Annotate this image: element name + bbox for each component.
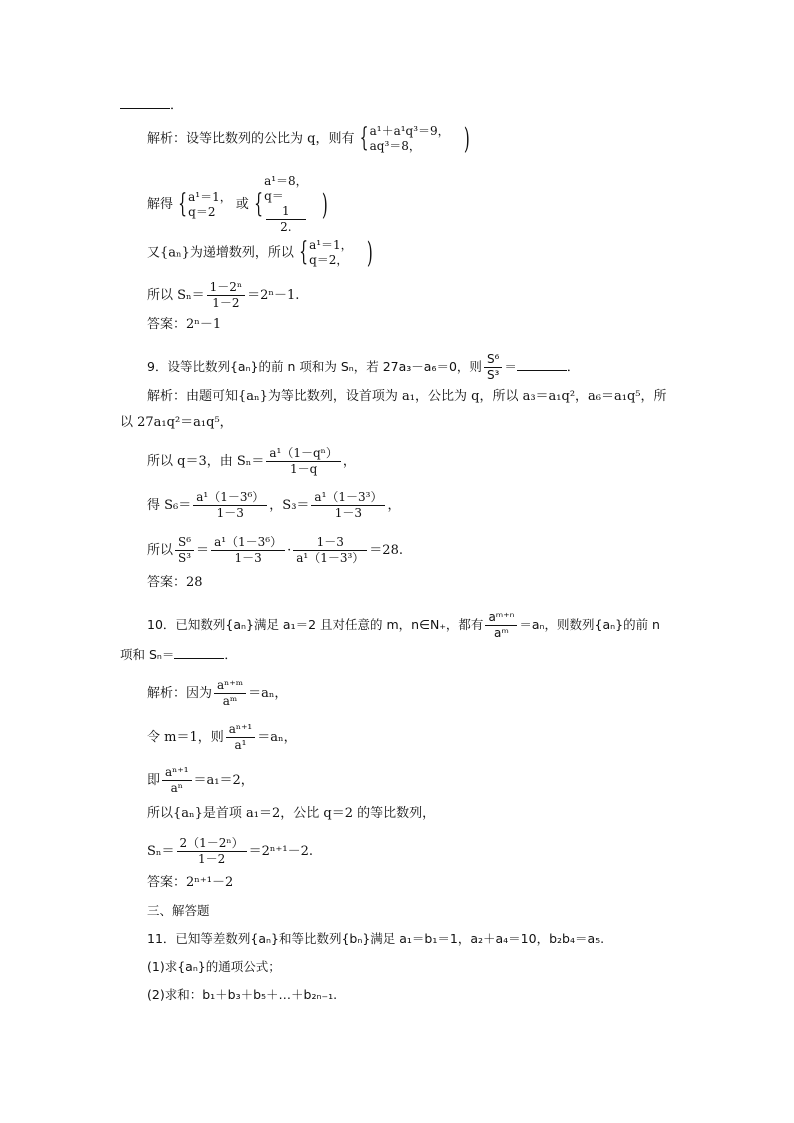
solution-line: Sₙ＝ $\frac{\text{2（1－2ⁿ）}}{1-2}$ ＝2ⁿ⁺¹－2. [147,836,314,866]
equation-system: { a¹＋a¹q³＝9， aq³＝8， [361,124,450,154]
answer-line-prev: ． [120,96,183,115]
solution-line: 又{aₙ}为递增数列，所以 { a¹＝1， q＝2， ) [147,238,373,268]
fraction: 1 2. [266,204,306,235]
section-heading: 三、解答题 [147,903,210,918]
solution-line: 令 m＝1，则 $\frac{\text{aⁿ⁺¹}}{\text{a¹}}$ ＝aₙ， [147,722,297,752]
fraction: $\frac{1-3}{\text{a¹（1－3³）}}$ [293,535,367,566]
fraction: $\frac{\text{aⁿ⁺ᵐ}}{\text{aᵐ}}$ [214,678,246,709]
fraction: $\frac{\text{2（1－2ⁿ）}}{1-2}$ [177,836,247,867]
fraction: $\frac{\text{1－2ⁿ}}{1-2}$ [207,280,245,311]
question-11: 11．已知等差数列{aₙ}和等比数列{bₙ}满足 a₁＝b₁＝1，a₂＋a₄＝10，b₂b₄＝a₅. [147,931,605,946]
fraction: $\frac{\text{a¹（1－3³）}}{1-3}$ [311,490,385,521]
solution-line: 以 27a₁q²＝a₁q⁵， [120,415,233,430]
solution-line: 即 $\frac{\text{aⁿ⁺¹}}{\text{aⁿ}}$ ＝a₁＝2， [147,765,254,795]
answer-blank [120,96,170,109]
fraction: $\frac{\text{aⁿ⁺¹}}{\text{aⁿ}}$ [162,765,192,796]
fraction: $\frac{\text{aᵐ⁺ⁿ}}{\text{aᵐ}}$ [485,610,517,641]
answer-line: 答案：2ⁿ－1 [147,317,222,332]
question-9: 9．设等比数列{aₙ}的前 n 项和为 Sₙ，若 27a₃－a₆＝0，则 $\frac{\text{S⁶}}{\text{S³}}$ ＝ ． [147,352,580,382]
answer-line: 答案：28 [147,575,203,590]
fraction: $\frac{\text{a¹（1－3⁶）}}{1-3}$ [193,490,267,521]
solution-line: 所以 Sₙ＝ $\frac{\text{1－2ⁿ}}{1-2}$ ＝2ⁿ－1. [147,280,300,310]
equation-system: { a¹＝1， q＝2， [300,238,353,268]
solution-line: 解得 { a¹＝1， q＝2 或 { a¹＝8， q＝ 1 2. ) [147,174,328,235]
fraction: $\frac{\text{S⁶}}{\text{S³}}$ [484,352,502,383]
answer-blank [174,646,224,659]
solution-line: 解析：设等比数列的公比为 q，则有 { a¹＋a¹q³＝9， aq³＝8， ) [147,124,470,154]
question-10: 10．已知数列{aₙ}满足 a₁＝2 且对任意的 m，n∈N₊，都有 $\frac{\text{aᵐ⁺ⁿ}}{\text{aᵐ}}$ ＝aₙ，则数列{aₙ}的前 n [147,610,660,640]
question-11-part-2: (2)求和：b₁＋b₃＋b₅＋…＋b₂ₙ₋₁. [147,987,338,1002]
fraction: $\frac{\text{aⁿ⁺¹}}{\text{a¹}}$ [226,722,256,753]
question-11-part-1: (1)求{aₙ}的通项公式； [147,959,281,974]
solution-line: 所以 q＝3，由 Sₙ＝ $\frac{\text{a¹（1－qⁿ）}}{1-q}$ ， [147,446,356,476]
equation-system: { a¹＝8， q＝ 1 2. [255,174,308,235]
answer-line: 答案：2ⁿ⁺¹－2 [147,875,234,890]
equation-system: { a¹＝1， q＝2 [179,190,232,220]
solution-line: 解析：由题可知{aₙ}为等比数列，设首项为 a₁，公比为 q，所以 a₃＝a₁q²，a₆＝a₁q⁵，所 [147,389,667,404]
solution-line: 得 S₆＝ $\frac{\text{a¹（1－3⁶）}}{1-3}$ ，S₃＝ $\frac{\text{a¹（1－3³）}}{1-3}$ ， [147,490,401,520]
question-10-cont: 项和 Sₙ＝ ． [120,647,237,662]
solution-line: 解析：因为 $\frac{\text{aⁿ⁺ᵐ}}{\text{aᵐ}}$ ＝aₙ， [147,678,288,708]
answer-blank [517,358,567,371]
fraction: $\frac{\text{a¹（1－qⁿ）}}{1-q}$ [266,446,340,477]
fraction: $\frac{\text{a¹（1－3⁶）}}{1-3}$ [211,535,285,566]
solution-line: 所以 $\frac{\text{S⁶}}{\text{S³}}$ ＝ $\frac{\text{a¹（1－3⁶）}}{1-3}$ · $\frac{1-3}{\text{a¹（1－3³）}}$ ＝28. [147,535,403,565]
fraction: $\frac{\text{S⁶}}{\text{S³}}$ [175,535,194,566]
solution-line: 所以{aₙ}是首项 a₁＝2，公比 q＝2 的等比数列， [147,806,436,821]
